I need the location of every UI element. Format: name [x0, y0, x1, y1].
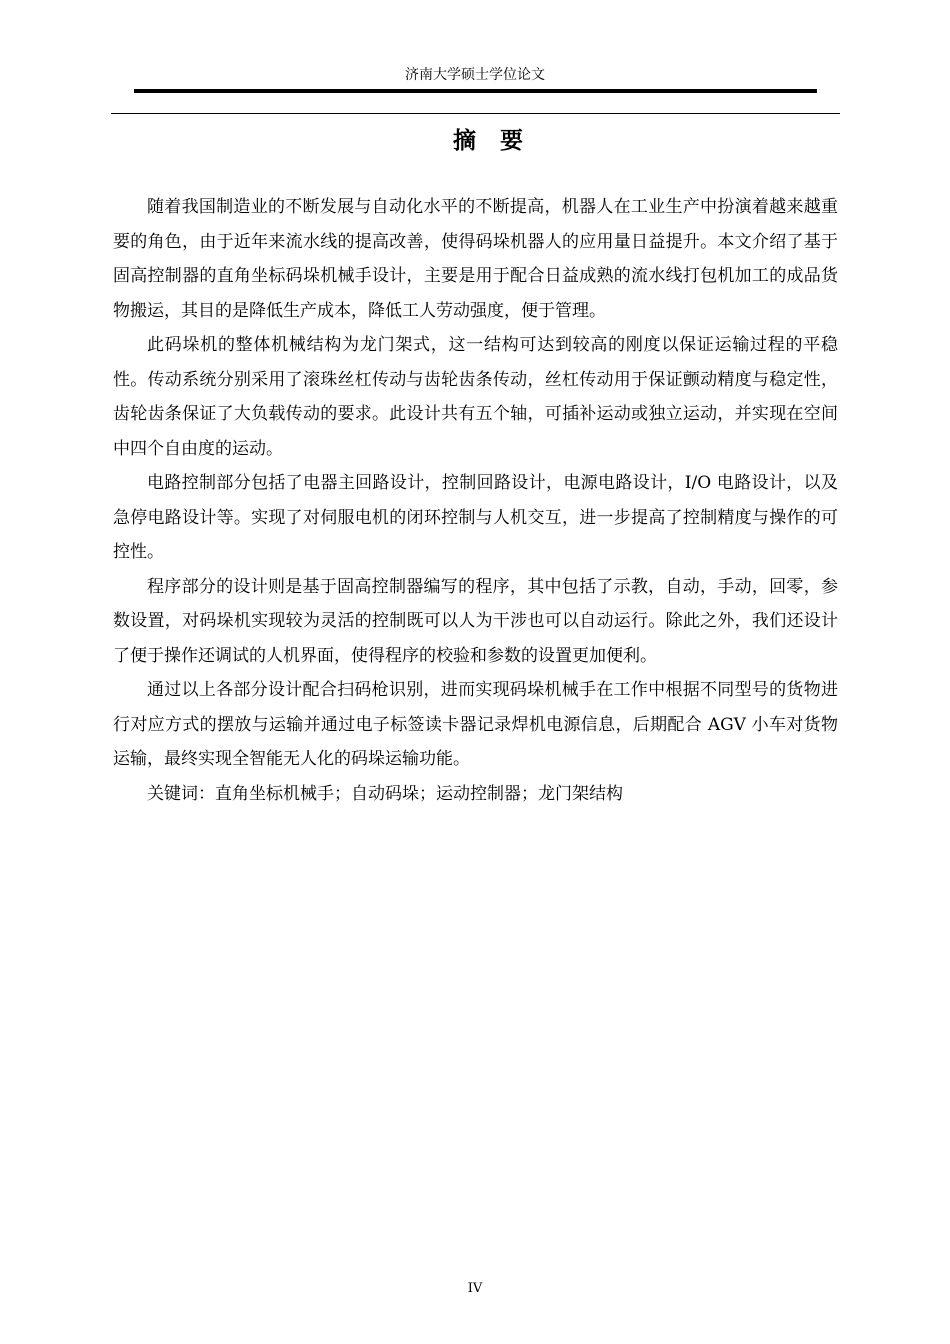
keywords: 关键词：直角坐标机械手；自动码垛；运动控制器；龙门架结构: [147, 783, 623, 804]
abstract-paragraph: 随着我国制造业的不断发展与自动化水平的不断提高，机器人在工业生产中扮演着越来越重要的角色，由于近年来流水线的提高改善，使得码垛机器人的应用量日益提升。本文介绍了基于固高控制器的直角坐标码垛机械手设计，主要是用于配合日益成熟的流水线打包机加工的成品货物搬运，其目的是降低生产成本，降低工人劳动强度，便于管理。: [113, 197, 838, 321]
abstract-body: [113, 190, 838, 811]
section-title: 摘要: [453, 127, 547, 154]
abstract-paragraph: 此码垛机的整体机械结构为龙门架式，这一结构可达到较高的刚度以保证运输过程的平稳性。传动系统分别采用了滚珠丝杠传动与齿轮齿条传动，丝杠传动用于保证颤动精度与稳定性，齿轮齿条保证了大负载传动的要求。此设计共有五个轴，可插补运动或独立运动，并实现在空间中四个自由度的运动。: [113, 335, 838, 459]
abstract-paragraph: 通过以上各部分设计配合扫码枪识别，进而实现码垛机械手在工作中根据不同型号的货物进行对应方式的摆放与运输并通过电子标签读卡器记录焊机电源信息，后期配合 AGV 小车对货物运输，最终实现全智能无人化的码垛运输功能。: [113, 680, 838, 769]
abstract-paragraph: 电路控制部分包括了电器主回路设计，控制回路设计，电源电路设计，I/O 电路设计，以及急停电路设计等。实现了对伺服电机的闭环控制与人机交互，进一步提高了控制精度与操作的可控性。: [113, 473, 838, 562]
header-rule-thick: [134, 89, 817, 93]
header-rule-thin: [111, 113, 840, 114]
abstract-paragraph: 程序部分的设计则是基于固高控制器编写的程序，其中包括了示教，自动，手动，回零，参数设置，对码垛机实现较为灵活的控制既可以人为干涉也可以自动运行。除此之外，我们还设计了便于操作还调试的人机界面，使得程序的校验和参数的设置更加便利。: [113, 576, 838, 666]
running-header: 济南大学硕士学位论文: [405, 67, 545, 83]
page-number: IV: [467, 1281, 483, 1296]
